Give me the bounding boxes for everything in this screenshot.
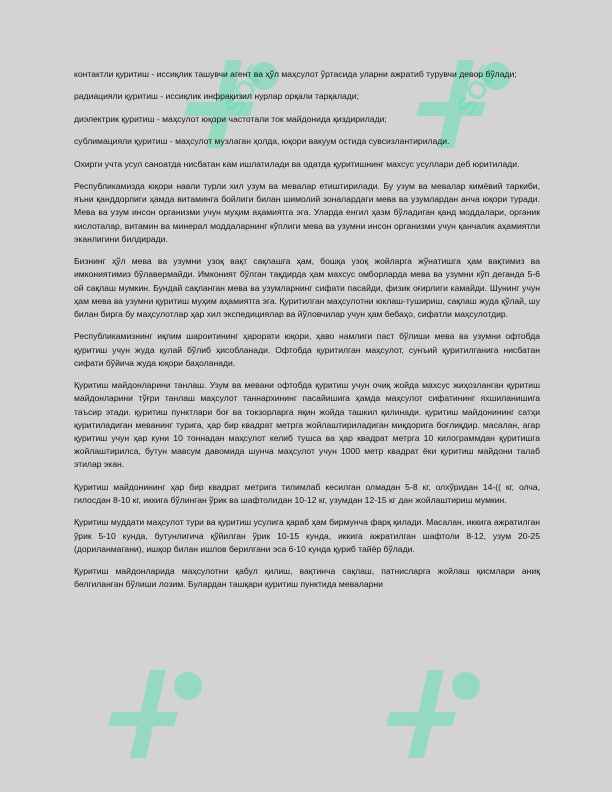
watermark-logo-text: SOF	[217, 59, 272, 122]
paragraph: Қуритиш майдонининг ҳар бир квадрат метрига тилимлаб кесилган олмадан 5-8 кг, олхўридан 14-(( кг, олча, гилосдан 8-10 кг, иккига бўлинган ўрик ва шафтолидан 10-12 кг, узумдан 12-15 кг дан жойлаштириш мумкин.	[74, 481, 540, 505]
paragraph: контактли қуритиш - иссиқлик ташувчи агент ва ҳўл маҳсулот ўртасида уларни ажратиб турувчи девор бўлади;	[74, 69, 517, 79]
paragraph: Қуритиш майдонларида маҳсулотни қабул қилиш, вақтинча сақлаш, патнисларга жойлаш қисмлари аниқ белгиланган бўлиши лозим. Булардан ташқари қуритиш пунктида меваларни	[74, 566, 540, 590]
paragraph: диэлектрик қуритиш - маҳсулот юқори частотали ток майдонида қиздирилади;	[74, 113, 387, 124]
watermark-logo	[92, 650, 222, 780]
paragraph: сублимацияли қуритиш - маҳсулот музлаган ҳолда, юқори вакуум остида сувсизлантирилади.	[74, 136, 450, 147]
paragraph: Охирги учта усул саноатда нисбатан кам ишлатилади ва одатда қуритишнинг махсус усуллари деб юритилади.	[74, 158, 520, 169]
watermark-logo	[370, 650, 500, 780]
watermark-logo-text: SOF	[449, 59, 504, 122]
document-body	[74, 68, 540, 601]
paragraph: Бизнинг ҳўл мева ва узумни узоқ вақт сақлашга ҳам, бошқа узоқ жойларга жўнатишга ҳам вақтимиз ва имкониятимиз бўлавермайди. Имконият бўлган тақдирда ҳам махсус омборларда мева ва узумни кўп деганда 5-6 ой сақлаш мумкин. Бундай сақланган мева ва узумларнинг сифати пасайди, физик оғирлиги камайди. Шунинг учун ҳам мева ва узумни қуритиш муҳим аҳамиятга эга. Қуритилган маҳсулотни юклаш-тушириш, сақлаш жуда қўлай, шу билан бирга бу маҳсулотлар ҳар хил экспедициялар ва йўловчилар учун ҳам бебаҳо, сифатли маҳсулотдир.	[74, 256, 540, 319]
paragraph: Қуритиш муддати маҳсулот тури ва қуритиш усулига қараб ҳам бирмунча фарқ қилади. Масалан, иккига ажратилган ўрик 5-10 кунда, бутунлигича қўйилган ўрик 10-15 кунда, иккига ажратилган шафтоли 8-12, узум 20-25 (дориланмагани), ишқор билан ишлов берилгани эса 6-10 кунда қуриб тайёр бўлади.	[74, 517, 540, 554]
paragraph: Республикамизда юқори навли турли хил узум ва мевалар етиштирилади. Бу узум ва мевалар кимёвий таркиби, яъни қанддорлиги ҳамда витаминга бойлиги билан шимолий зоналардаги мева ва узумлардан анча юқори туради. Мева ва узум инсон организми учун муҳим аҳамиятга эга. Уларда енгил ҳазм бўладиган қанд моддалари, органик кислоталар, витамин ва минерал моддаларнинг кўплиги мева ва узумни инсон организми учун қанчалик аҳамиятли эканлигини билдиради.	[74, 180, 540, 244]
paragraph: радиацияли қуритиш - иссиқлик инфрақизил нурлар орқали тарқалади;	[74, 91, 359, 102]
paragraph: Республикамизнинг иқлим шароитининг ҳарорати юқори, ҳаво намлиги паст бўлиши мева ва узумни офтобда қуритиш учун жуда қулай бўлиб ҳисобланади. Офтобда қуритилган маҳсулот, сунъий қуритилганига нисбатан сифати бўйича жуда юқори баҳоланади.	[74, 331, 540, 368]
paragraph: Қуритиш майдонларини танлаш. Узум ва мевани офтобда қуритиш учун очиқ жойда махсус жиҳозланган қуритиш майдонларини тўғри танлаш маҳсулот таннархининг пасайишига ҳамда маҳсулот сифатининг яхшиланишига таъсир этади. қуритиш пунктлари боғ ва токзорларга яқин жойда ташкил қилинади. қуритиш майдонининг сатҳи қуритиладиган меванинг турига, ҳар бир квадрат метрга жойлаштириладиган миқдорига боғлиқдир. масалан, агар қуритиш учун ҳар куни 10 тоннадан маҳсулот келиб тушса ва ҳар квадрат метрга 10 килограммдан қуритишга жойлаштирилса, бутун мавсум давомида шунча маҳсулот учун 1000 метр квадрат ёки қуритиш майдони талаб этилар экан.	[74, 380, 540, 470]
